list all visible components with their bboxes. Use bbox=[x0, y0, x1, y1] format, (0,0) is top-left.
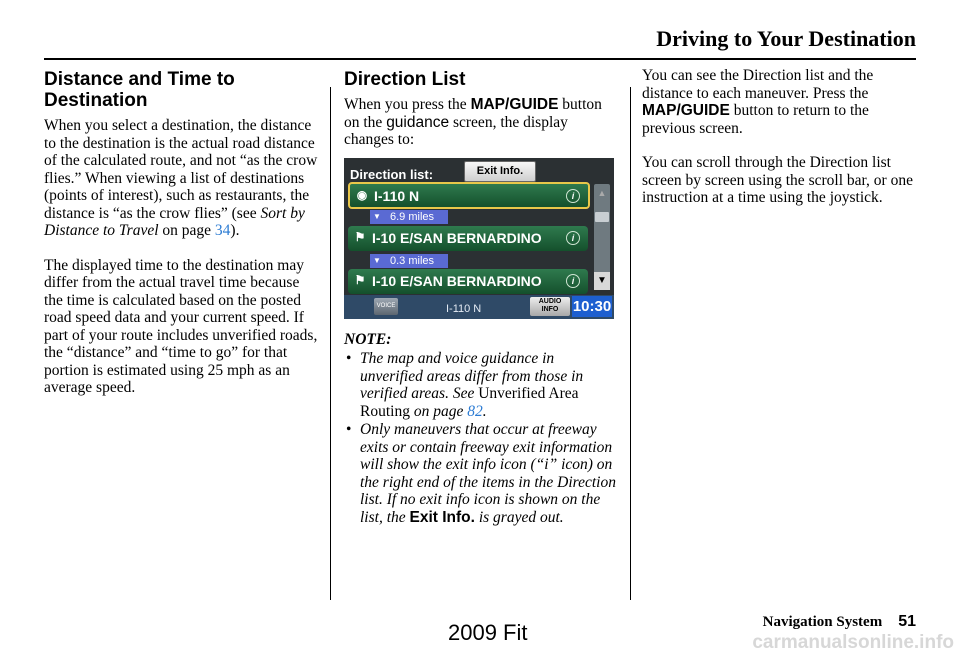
note-item-2: • Only maneuvers that occur at freeway exits or contain freeway exit information will show the exit info icon (“i” icon) on the right end of the items in the Direction list. If no exit info icon is shown on the list, the Exit Info. is grayed out. bbox=[344, 421, 619, 526]
column-divider-1 bbox=[330, 87, 331, 600]
page-link-34[interactable]: 34 bbox=[214, 222, 231, 239]
exit-info-icon: i bbox=[566, 274, 580, 288]
distance-badge-1: ▼ 6.9 miles bbox=[370, 210, 448, 224]
distance-badge-2: ▼ 0.3 miles bbox=[370, 254, 448, 268]
scroll-down-arrow-icon[interactable]: ▼ bbox=[594, 272, 610, 290]
direction-intro: When you press the MAP/GUIDE button on the guidance screen, the display changes to: bbox=[344, 96, 602, 148]
scroll-up-arrow-icon[interactable]: ▲ bbox=[597, 187, 607, 198]
page-number: 51 bbox=[898, 613, 916, 630]
right-column bbox=[642, 67, 918, 224]
page-header-title: Driving to Your Destination bbox=[656, 26, 916, 51]
exit-sign-icon: ⚑ bbox=[354, 272, 366, 287]
exit-info-icon: i bbox=[566, 189, 580, 203]
destination-icon: ◉ bbox=[356, 187, 368, 202]
unverified-area-ref: Unverified Area Routing bbox=[360, 385, 579, 420]
direction-list-title: Direction list: bbox=[350, 166, 434, 182]
map-guide-button-ref: MAP/GUIDE bbox=[642, 102, 730, 119]
header-rule bbox=[44, 58, 916, 60]
notes-list bbox=[344, 350, 619, 526]
sort-by-distance-ref: Sort by Distance to Travel bbox=[44, 204, 305, 239]
left-column bbox=[44, 67, 320, 414]
note-item-1: • The map and voice guidance in unverified areas differ from those in verified areas. See Unverified Area Routing on page 82. bbox=[344, 350, 619, 420]
direction-row-1[interactable]: ◉ I-110 N i bbox=[348, 182, 590, 209]
distance-time-heading: Distance and Time to Destination bbox=[44, 69, 235, 111]
exit-sign-icon: ⚑ bbox=[354, 229, 366, 244]
exit-info-button[interactable]: Exit Info. bbox=[464, 161, 536, 182]
right-paragraph-1: You can see the Direction list and the distance to each maneuver. Press the MAP/GUIDE button to return to the previous screen. bbox=[642, 67, 874, 137]
footer-section: Navigation System bbox=[762, 614, 883, 630]
column-divider-2 bbox=[630, 87, 631, 600]
guidance-screen-ref: guidance bbox=[386, 113, 450, 131]
current-road: I-110 N bbox=[446, 302, 482, 315]
site-watermark: carmanualsonline.info bbox=[752, 632, 954, 653]
map-guide-button-ref: MAP/GUIDE bbox=[470, 96, 559, 113]
middle-column bbox=[344, 67, 619, 527]
distance-paragraph: When you select a destination, the distance to the destination is the actual road distance of the calculated route, and not “as the crow flies.” When viewing a list of destinations (points of interest), such as restaurants, the distance is “as the crow flies” (see Sort by Distance to Travel on page 34). bbox=[44, 117, 318, 239]
voice-button[interactable]: VOICE bbox=[374, 298, 398, 315]
clock: 10:30 bbox=[572, 297, 612, 315]
page-footer bbox=[763, 613, 916, 631]
scrollbar-thumb[interactable] bbox=[595, 212, 609, 222]
exit-info-icon: i bbox=[566, 231, 580, 245]
right-paragraph-2: You can scroll through the Direction list screen by screen using the scroll bar, or one instruction at a time using the joystick. bbox=[642, 154, 913, 206]
direction-list-screenshot bbox=[344, 158, 614, 319]
audio-info-button[interactable]: AUDIO INFO bbox=[530, 297, 570, 316]
model-label: 2009 Fit bbox=[448, 620, 528, 645]
note-title: NOTE: bbox=[344, 330, 392, 348]
direction-list-heading: Direction List bbox=[344, 69, 466, 90]
exit-info-ref: Exit Info. bbox=[409, 508, 475, 526]
page-link-82[interactable]: 82 bbox=[467, 402, 483, 420]
direction-row-3[interactable]: ⚑ I-10 E/SAN BERNARDINO i bbox=[348, 269, 588, 294]
direction-row-2[interactable]: ⚑ I-10 E/SAN BERNARDINO i bbox=[348, 226, 588, 251]
time-paragraph: The displayed time to the destination may differ from the actual travel time because the time is calculated based on the posted road speed data and your current speed. If part of your route includes unverified roads, the “distance” and “time to go” for that portion is estimated using 25 mph as an average speed. bbox=[44, 256, 318, 396]
